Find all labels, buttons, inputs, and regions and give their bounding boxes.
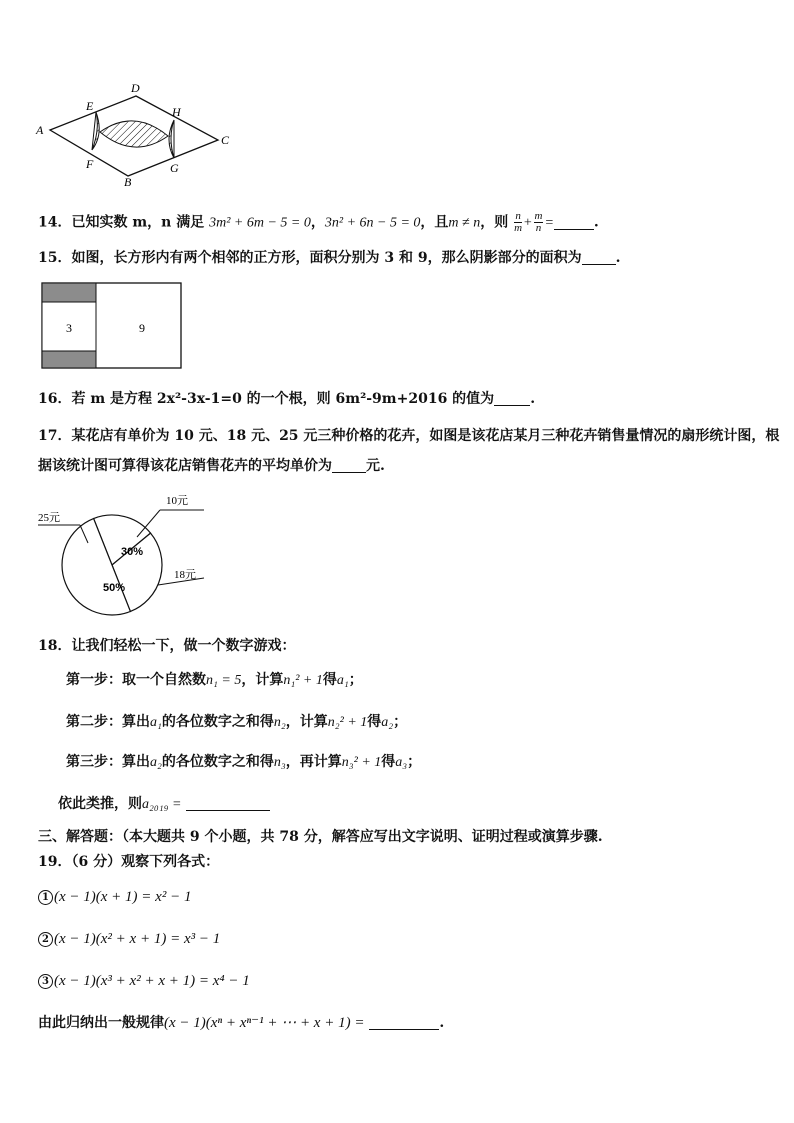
q14-plus: +	[523, 215, 533, 231]
legend-label-10yuan: 10元	[166, 495, 188, 507]
question-17-line-2	[38, 456, 385, 476]
q19-general-rule	[38, 1013, 444, 1033]
q19-eq2-text: (x − 1)(x² + x + 1) = x³ − 1	[54, 931, 221, 947]
q18-step2-get: 得	[367, 714, 382, 730]
data-label-30: 30%	[120, 546, 144, 558]
q18-intro: 18．让我们轻松一下，做一个数字游戏：	[38, 638, 296, 654]
q18-final	[58, 794, 270, 815]
section-3-title	[38, 827, 603, 847]
q15-end: .	[615, 250, 621, 266]
q14-f1-num: n	[515, 210, 521, 222]
shaded-bottom	[42, 351, 96, 368]
label-c: C	[221, 133, 230, 147]
q18-step1-n: n₁ = 5	[206, 673, 242, 688]
q14-fraction-1	[514, 211, 522, 234]
circled-number-3: 3	[38, 974, 53, 989]
q19-eq3-text: (x − 1)(x³ + x² + x + 1) = x⁴ − 1	[54, 973, 250, 989]
label-e: E	[86, 99, 94, 113]
q14-equals: =	[544, 215, 554, 231]
q14-condition: m ≠ n	[448, 215, 481, 231]
q19-intro: 19．（6 分）观察下列各式：	[38, 854, 220, 870]
q18-step1-end: ；	[348, 672, 363, 688]
q17-line-2: 据该统计图可算得该花店销售花卉的平均单价为	[38, 458, 332, 474]
q17-answer-blank[interactable]	[332, 458, 366, 473]
label-f: F	[86, 157, 94, 171]
q18-step-1	[66, 670, 363, 691]
q14-f2-den: n	[535, 222, 542, 234]
q14-then: ，则	[480, 214, 509, 231]
q18-answer-blank[interactable]	[186, 796, 270, 811]
q18-step3-a2: a₂	[150, 755, 162, 770]
q15-answer-blank[interactable]	[582, 250, 616, 265]
circled-number-2: 2	[38, 932, 53, 947]
q19-equation-2	[38, 927, 220, 950]
q18-step2-n2: n₂	[273, 715, 286, 730]
legend-label-25yuan: 25元	[38, 512, 60, 524]
q18-step3-get: 得	[381, 754, 396, 770]
rhombus-figure	[30, 78, 240, 190]
label-g: G	[170, 161, 179, 175]
shaded-middle	[100, 121, 168, 147]
circled-number-1: 1	[38, 890, 53, 905]
q15-text: 15．如图，长方形内有两个相邻的正方形，面积分别为 3 和 9，那么阴影部分的面积为	[38, 250, 582, 266]
label-h: H	[172, 105, 181, 119]
question-19	[38, 852, 219, 872]
question-14	[38, 211, 599, 234]
q14-end: .	[593, 214, 599, 231]
q14-sep: ，	[310, 214, 325, 231]
q18-step2-a1: a₁	[150, 715, 162, 730]
q18-step2-calc: ，计算	[285, 714, 328, 730]
q19-equation-1	[38, 885, 191, 908]
q18-step3-end: ；	[407, 754, 422, 770]
section-3-text: 三、解答题：（本大题共 9 个小题，共 78 分，解答应写出文字说明、证明过程或演算步骤.	[38, 829, 603, 845]
q14-prefix: 14．已知实数 m，n 满足	[38, 214, 205, 231]
q18-step1-get: 得	[322, 672, 337, 688]
q18-step3-calc: ，再计算	[285, 754, 342, 770]
question-16	[38, 389, 535, 409]
small-square-label: 3	[66, 321, 72, 335]
q14-f1-den: m	[514, 222, 523, 234]
q18-step1-calc: ，计算	[241, 672, 284, 688]
q16-answer-blank[interactable]	[494, 391, 530, 406]
q18-step2-text: 第二步：算出	[66, 714, 150, 730]
q18-step3-expr: n₃² + 1	[341, 755, 382, 770]
q18-step1-a1: a₁	[336, 673, 349, 688]
q18-step3-n3: n₃	[273, 755, 286, 770]
big-square-label: 9	[139, 321, 145, 335]
q19-general-expr: (x − 1)(xⁿ + xⁿ⁻¹ + ⋯ + x + 1) =	[164, 1015, 365, 1031]
q18-step2-expr: n₂² + 1	[327, 715, 368, 730]
q19-eq1-text: (x − 1)(x + 1) = x² − 1	[54, 889, 192, 905]
legend-label-18yuan: 18元	[174, 569, 196, 581]
q14-mid: ，且	[420, 214, 449, 231]
question-15	[38, 248, 620, 268]
q19-answer-blank[interactable]	[369, 1015, 439, 1030]
q18-step1-text: 第一步：取一个自然数	[66, 672, 206, 688]
pie-group	[62, 515, 162, 615]
q14-answer-blank[interactable]	[554, 215, 594, 230]
q14-fraction-2	[534, 211, 544, 234]
q18-step2-end: ；	[393, 714, 408, 730]
q19-general-text: 由此归纳出一般规律	[38, 1015, 164, 1031]
q14-equation-2: 3n² + 6n − 5 = 0	[324, 215, 421, 231]
q18-step2-a2: a₂	[381, 715, 394, 730]
q14-f2-num: m	[534, 210, 543, 222]
question-18	[38, 636, 295, 656]
q18-step2-sum: 的各位数字之和得	[161, 714, 274, 730]
q17-line-1: 17．某花店有单价为 10 元、18 元、25 元三种价格的花卉，如图是该花店某月三种花卉销售量情况的扇形统计图，根	[38, 428, 780, 444]
q18-step3-a3: a₃	[395, 755, 408, 770]
q18-step-3	[66, 752, 421, 773]
shaded-right	[169, 120, 174, 158]
question-17-line-1	[38, 426, 779, 446]
label-a: A	[36, 123, 44, 137]
q19-general-end: .	[439, 1015, 445, 1031]
q19-equation-3	[38, 969, 250, 992]
q14-equation-1: 3m² + 6m − 5 = 0	[209, 215, 311, 231]
label-b: B	[124, 175, 132, 189]
q18-final-expr: a₂₀₁₉ =	[142, 797, 182, 812]
pie-chart	[34, 485, 214, 625]
data-label-50: 50%	[102, 582, 126, 594]
shaded-top	[42, 283, 96, 302]
q16-text: 16．若 m 是方程 2x²-3x-1=0 的一个根，则 6m²-9m+2016 的值为	[38, 391, 495, 407]
label-d: D	[131, 81, 140, 95]
q18-step1-expr: n₁² + 1	[283, 673, 323, 688]
q18-step3-sum: 的各位数字之和得	[161, 754, 274, 770]
q16-end: .	[530, 391, 536, 407]
q17-end: 元.	[366, 458, 385, 474]
q18-final-text: 依此类推，则	[58, 796, 142, 812]
q18-step3-text: 第三步：算出	[66, 754, 150, 770]
rectangle-squares-figure	[40, 281, 184, 371]
q18-step-2	[66, 712, 407, 733]
